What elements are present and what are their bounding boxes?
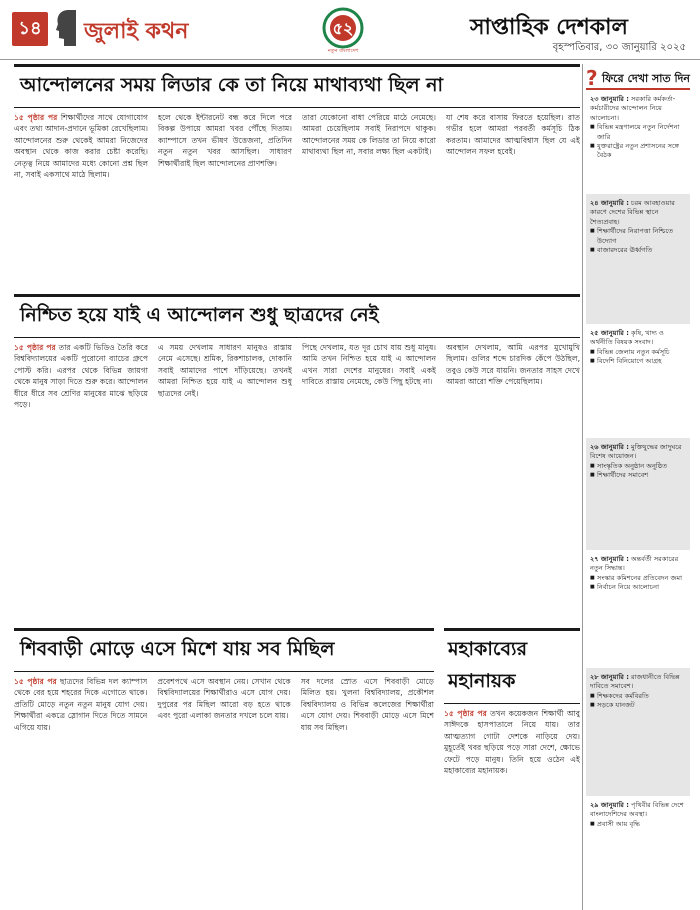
- entry-text: চরম আবহাওয়ার কারণে দেশের বিভিন্ন স্থানে শৈত্যপ্রবাহ।: [590, 199, 675, 226]
- entry-bullet: ■ শিক্ষার্থীদের সমাবেশ: [590, 471, 686, 480]
- logo-numeral: ৫২: [332, 19, 354, 38]
- sidebar-entry: [586, 668, 690, 796]
- entry-text: পৃথিবীর বিভিন্ন দেশে বাংলাদেশিদের অবস্থা।: [590, 801, 684, 819]
- story-headline: নিশ্চিত হয়ে যাই এ আন্দোলন শুধু ছাত্রদের নেই: [14, 294, 580, 338]
- sidebar-header: [586, 64, 690, 90]
- entry-bullet: ■ বিভিন্ন মন্ত্রণালয়ে নতুন নির্দেশনা জারি: [590, 123, 686, 142]
- story-shibbari-rally: [14, 628, 434, 910]
- fifty-two-logo: [312, 6, 374, 52]
- story-column: এ সময় দেখলাম সাধারণ মানুষও রাস্তায় নেমে এসেছে। শ্রমিক, রিকশাচালক, দোকানি সবাই আমাদের পাশে দাঁড়িয়েছে। তখনই আমরা নিশ্চিত হয়ে যাই এ আন্দোলন শুধু ছাত্রদের নেই।: [158, 343, 292, 398]
- entry-date: ২৭ জানুয়ারি :: [590, 555, 629, 563]
- page-number: ১৪: [12, 12, 48, 46]
- entry-bullet: ■ শিক্ষকদের কর্মবিরতি: [590, 692, 686, 701]
- logo-tagline: নতুন বাংলাদেশ: [327, 48, 359, 54]
- masthead: [0, 0, 700, 60]
- entry-bullet: ■ বিদেশি বিনিয়োগে আগ্রহ: [590, 357, 686, 366]
- entry-date: ২৬ জানুয়ারি :: [590, 443, 629, 451]
- sidebar-entry: [586, 438, 690, 550]
- sidebar-entry: [586, 194, 690, 324]
- entry-bullet: ■ নির্বাচন নিয়ে আলোচনা: [590, 583, 686, 592]
- continued-from-label: ১৫ পৃষ্ঠার পর: [14, 113, 58, 122]
- entry-date: ২৪ জানুয়ারি :: [590, 199, 629, 207]
- entry-bullet: ■ বাজারদরের ঊর্ধ্বগতি: [590, 246, 686, 255]
- entry-bullet: ■ সংস্কার কমিশনের প্রতিবেদন জমা: [590, 574, 686, 583]
- story-column: সব দলের স্রোত এসে শিববাড়ী মোড়ে মিলিত হয়। খুলনা বিশ্ববিদ্যালয়, প্রকৌশল বিশ্ববিদ্যালয় ও বিভিন্ন কলেজের শিক্ষার্থীরা এসে যোগ দেয়। শিববাড়ী মোড়ে এসে মিশে যায় সব মিছিল।: [300, 677, 434, 732]
- entry-text: সরকারি কর্মকর্তা-কর্মচারীদের আন্দোলন নিয়ে আলোচনা।: [590, 95, 676, 122]
- story-column: যা শেষ করে বাসায় ফিরতে হয়েছিল। রাত গভীর হলে আমরা পরবর্তী কর্মসূচি ঠিক করতাম। আমাদের আত্মবিশ্বাস ছিল যে এই আন্দোলন সফল হবেই।: [446, 113, 580, 157]
- story-not-only-students: [14, 294, 580, 624]
- story-column: পিছে দেখলাম, যত দূর চোখ যায় শুধু মানুষ। আমি তখন নিশ্চিত হয়ে যাই এ আন্দোলন এখন সারা দেশের মানুষের। সবাই একই দাবিতে রাস্তায় নেমেছে, কেউ পিছু হটছে না।: [302, 343, 436, 387]
- story-column: ১৫ পৃষ্ঠার পর তার একটি ভিডিও তৈরি করে বিশ্ববিদ্যালয়ের একটি পুরোনো ব্যাচের গ্রুপে পোস্ট করি। এরপর থেকে বিভিন্ন জায়গা থেকে মানুষ সাড়া দিতে শুরু করে। আন্দোলন ধীরে ধীরে সব শ্রেণির মানুষের মাঝে ছড়িয়ে পড়ে।: [14, 343, 148, 410]
- story-headline: শিববাড়ী মোড়ে এসে মিশে যায় সব মিছিল: [14, 628, 434, 672]
- entry-date: ২৮ জানুয়ারি :: [590, 673, 629, 681]
- entry-date: ২৫ জানুয়ারি :: [590, 329, 629, 337]
- entry-text: রাজধানীতে বিভিন্ন দাবিতে সমাবেশ।: [590, 673, 680, 691]
- section-title: জুলাই কথন: [84, 18, 189, 44]
- story-column: হলে থেকে ইন্টারনেট বন্ধ করে দিলে পরে বিকল্প উপায়ে আমরা খবর পৌঁছে দিতাম। ক্যাম্পাসে তখন ভীষণ উত্তেজনা, প্রতিদিন নতুন নতুন খবর আসছিল। সাধারণ শিক্ষার্থীরাই ছিল আন্দোলনের প্রাণশক্তি।: [158, 113, 292, 168]
- story-leadership: [14, 64, 580, 290]
- story-headline: মহাকাব্যের মহানায়ক: [444, 628, 580, 704]
- sidebar-entry: [586, 324, 690, 438]
- question-mark-icon: ?: [586, 66, 598, 90]
- entry-bullet: ■ যুক্তরাষ্ট্রের নতুন প্রশাসনের সঙ্গে বৈঠক: [590, 142, 686, 161]
- entry-date: ২৩ জানুয়ারি :: [590, 95, 629, 103]
- entry-text: অন্তর্বর্তী সরকারের নতুন সিদ্ধান্ত।: [590, 555, 679, 573]
- entry-bullet: ■ সাংস্কৃতিক অনুষ্ঠান অনুষ্ঠিত: [590, 462, 686, 471]
- story-column: ১৫ পৃষ্ঠার পর তখন কয়েকজন শিক্ষার্থী আবু সাঈদকে হাসপাতালে নিয়ে যায়। তার আত্মত্যাগ গোটা দেশকে নাড়িয়ে দেয়। মুহূর্তেই খবর ছড়িয়ে পড়ে সারা দেশে, ক্ষোভে ফেটে পড়ে মানুষ। তিনি হয়ে ওঠেন এই মহাকাব্যের মহানায়ক।: [444, 709, 580, 776]
- column-divider: [582, 64, 583, 910]
- entry-text: কৃষি, খাদ্য ও অর্থনীতি বিষয়ক সংবাদ।: [590, 329, 664, 347]
- sidebar-title: ফিরে দেখা সাত দিন: [602, 72, 691, 85]
- story-epic-hero: [444, 628, 580, 910]
- story-column: তারা যেকোনো বাধা পেরিয়ে মাঠে নেমেছে। আমরা চেয়েছিলাম সবাই নিরাপদে থাকুক। আন্দোলনের সময় কে লিডার তা নিয়ে কারো মাথাব্যথা ছিল না, সবার লক্ষ্য ছিল একটাই।: [302, 113, 436, 157]
- story-column: অবস্থান দেখলাম, আমি এরপর মুখোমুখি ছিলাম। গুলির শব্দে চারদিক কেঁপে উঠছিল, তবুও কেউ সরে যায়নি। জনতার সাহস দেখে আমরা আরো শক্তি পেয়েছিলাম।: [446, 343, 580, 387]
- sidebar-entry: [586, 796, 690, 898]
- issue-date: বৃহস্পতিবার, ৩০ জানুয়ারি ২০২৫: [552, 42, 686, 53]
- paper-name: সাপ্তাহিক দেশকাল: [470, 14, 628, 40]
- story-headline: আন্দোলনের সময় লিডার কে তা নিয়ে মাথাব্যথা ছিল না: [14, 64, 580, 108]
- entry-bullet: ■ বিভিন্ন জেলায় নতুন কর্মসূচি: [590, 348, 686, 357]
- entry-bullet: ■ প্রবাসী আয় বৃদ্ধি: [590, 820, 686, 829]
- entry-text: মুক্তিযুদ্ধের জাদুঘরে বিশেষ আয়োজন।: [590, 443, 682, 461]
- entry-date: ২৯ জানুয়ারি :: [590, 801, 629, 809]
- continued-from-label: ১৫ পৃষ্ঠার পর: [14, 677, 57, 686]
- entry-bullet: ■ শিক্ষার্থীদের নিরাপত্তা নিশ্চিতে উদ্যোগ: [590, 227, 686, 246]
- main-content: [14, 64, 580, 910]
- continued-from-label: ১৫ পৃষ্ঠার পর: [14, 343, 56, 352]
- sidebar-week-review: [586, 64, 690, 910]
- story-column: ১৫ পৃষ্ঠার পর ছাত্রদের বিভিন্ন দল ক্যাম্পাস থেকে বের হয়ে শহরের দিকে এগোতে থাকে। প্রতিটি মোড়ে নতুন নতুন মানুষ যোগ দেয়। শিক্ষার্থীরা একত্রে স্লোগান দিতে দিতে সামনে এগিয়ে যায়।: [14, 677, 148, 732]
- story-column: প্রবেশপথে এসে অবস্থান নেয়। সেখান থেকে বিশ্ববিদ্যালয়ের শিক্ষার্থীরাও এসে যোগ দেয়। দুপুরের পর মিছিল আরো বড় হতে থাকে এবং পুরো এলাকা জনতার দখলে চলে যায়।: [157, 677, 291, 721]
- story-column: ১৫ পৃষ্ঠার পর শিক্ষার্থীদের সাথে যোগাযোগ এবং তথ্য আদান-প্রদানে ভূমিকা রেখেছিলাম। আন্দোলনের শুরু থেকেই আমরা নিজেদের অবস্থান থেকে কাজ করার চেষ্টা করেছি। নেতৃত্ব নিয়ে আমাদের মধ্যে কোনো প্রশ্ন ছিল না, সবাই একসাথে মাঠে ছিলাম।: [14, 113, 148, 180]
- continued-from-label: ১৫ পৃষ্ঠার পর: [444, 709, 487, 718]
- sidebar-entry: [586, 90, 690, 194]
- sidebar-entry: [586, 550, 690, 668]
- profile-silhouette-icon: [54, 8, 78, 48]
- entry-bullet: ■ সড়কে যানজট: [590, 701, 686, 710]
